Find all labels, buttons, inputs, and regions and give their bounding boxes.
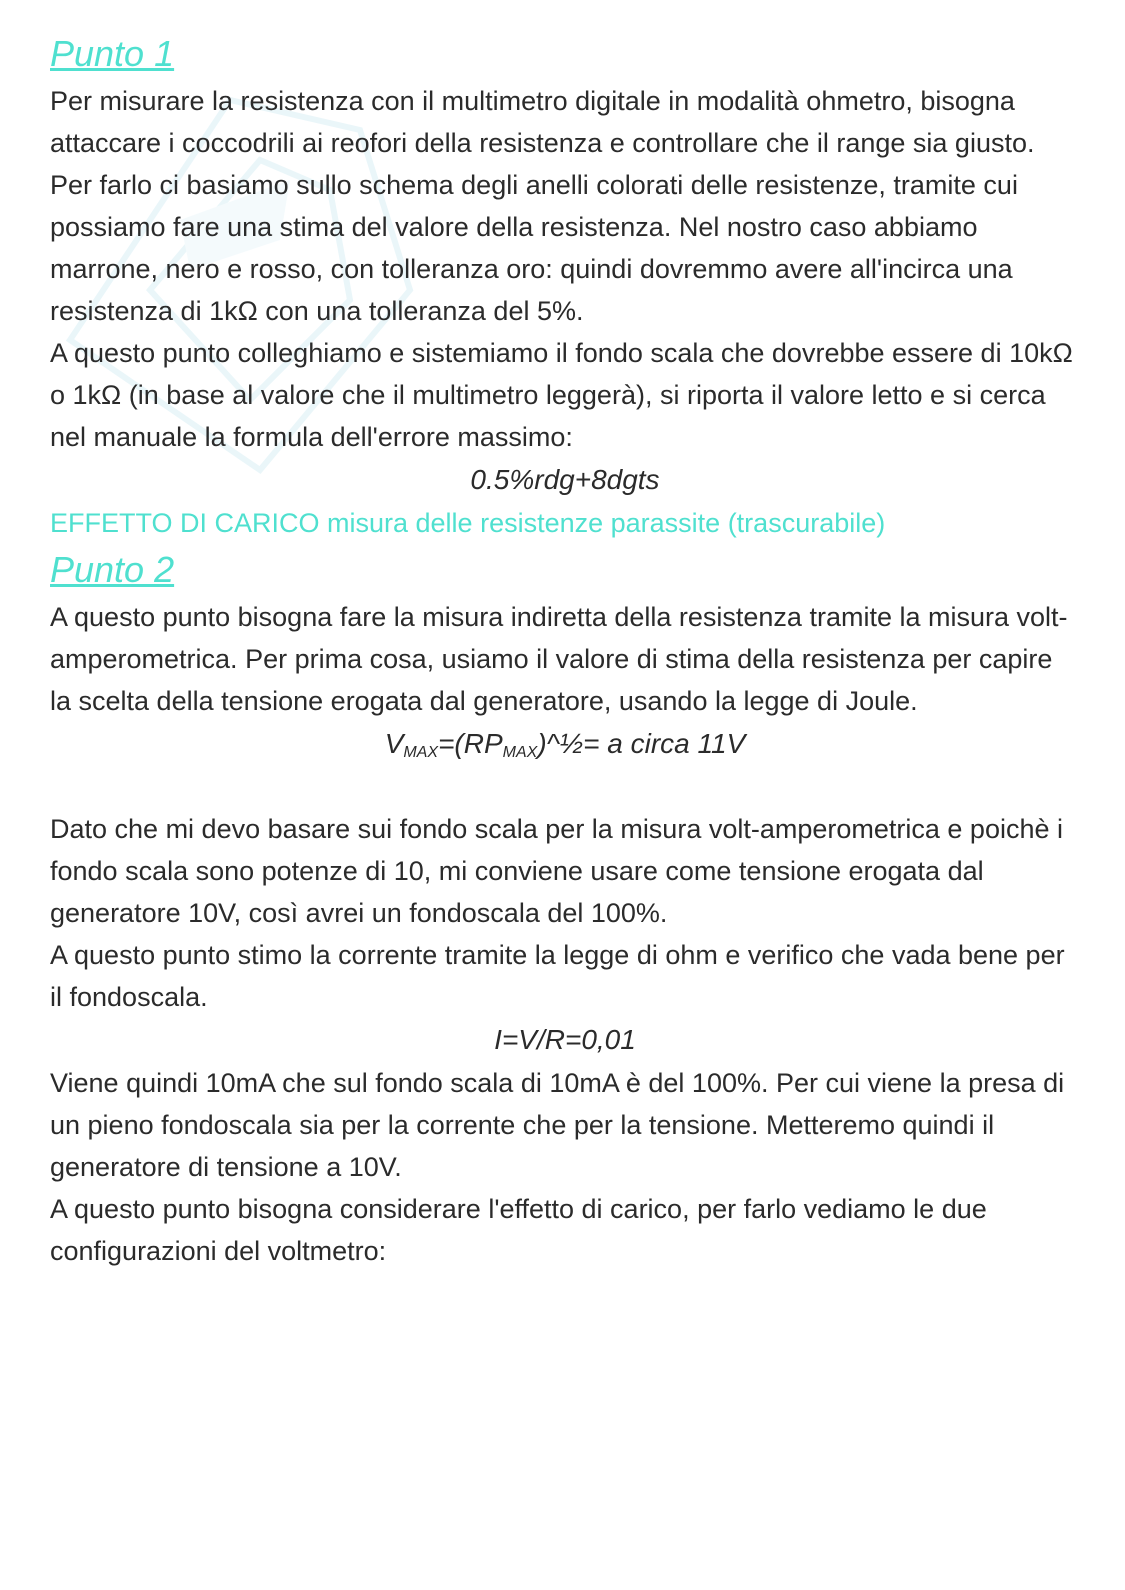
section2-paragraph5: A questo punto bisogna considerare l'effetto di carico, per farlo vediamo le due configurazioni del voltmetro: bbox=[50, 1194, 987, 1266]
section2-paragraph3: A questo punto stimo la corrente tramite la legge di ohm e verifico che vada bene per il fondoscala. bbox=[50, 940, 1065, 1012]
ohm-formula: I=V/R=0,01 bbox=[494, 1024, 636, 1055]
section2-heading: Punto 2 bbox=[50, 549, 175, 590]
section1-heading: Punto 1 bbox=[50, 33, 175, 74]
document-page bbox=[50, 28, 1080, 1272]
formula-mid: =(RP bbox=[438, 728, 503, 759]
error-formula: 0.5%rdg+8dgts bbox=[470, 464, 660, 495]
section2-paragraph1: A questo punto bisogna fare la misura indiretta della resistenza tramite la misura volt-amperometrica. Per prima cosa, usiamo il valore di stima della resistenza per capire la scelta della tensione erogata dal generatore, usando la legge di Joule. bbox=[50, 602, 1068, 716]
blank-line bbox=[50, 766, 1080, 808]
formula-sub-max-1: MAX bbox=[403, 744, 439, 761]
loading-effect-note: EFFETTO DI CARICO misura delle resistenze parassite (trascurabile) bbox=[50, 508, 886, 538]
section2-paragraph4: Viene quindi 10mA che sul fondo scala di 10mA è del 100%. Per cui viene la presa di un pieno fondoscala sia per la corrente che per la tensione. Metteremo quindi il generatore di tensione a 10V. bbox=[50, 1068, 1065, 1182]
section1-paragraph2: A questo punto colleghiamo e sistemiamo il fondo scala che dovrebbe essere di 10kΩ o 1kΩ (in base al valore che il multimetro leggerà), si riporta il valore letto e si cerca nel manuale la formula dell'errore massimo: bbox=[50, 338, 1073, 452]
formula-sub-max-2: MAX bbox=[502, 744, 538, 761]
section2-paragraph2: Dato che mi devo basare sui fondo scala per la misura volt-amperometrica e poichè i fondo scala sono potenze di 10, mi conviene usare come tensione erogata dal generatore 10V, così avrei un fondoscala del 100%. bbox=[50, 814, 1063, 928]
section1-paragraph1: Per misurare la resistenza con il multimetro digitale in modalità ohmetro, bisogna attaccare i coccodrili ai reofori della resistenza e controllare che il range sia giusto. Per farlo ci basiamo sullo schema degli anelli colorati delle resistenze, tramite cui possiamo fare una stima del valore della resistenza. Nel nostro caso abbiamo marrone, nero e rosso, con tolleranza oro: quindi dovremmo avere all'incirca una resistenza di 1kΩ con una tolleranza del 5%. bbox=[50, 86, 1035, 326]
joule-formula bbox=[50, 722, 1080, 766]
formula-v: V bbox=[384, 728, 404, 759]
formula-end: )^½= a circa 11V bbox=[537, 728, 746, 759]
